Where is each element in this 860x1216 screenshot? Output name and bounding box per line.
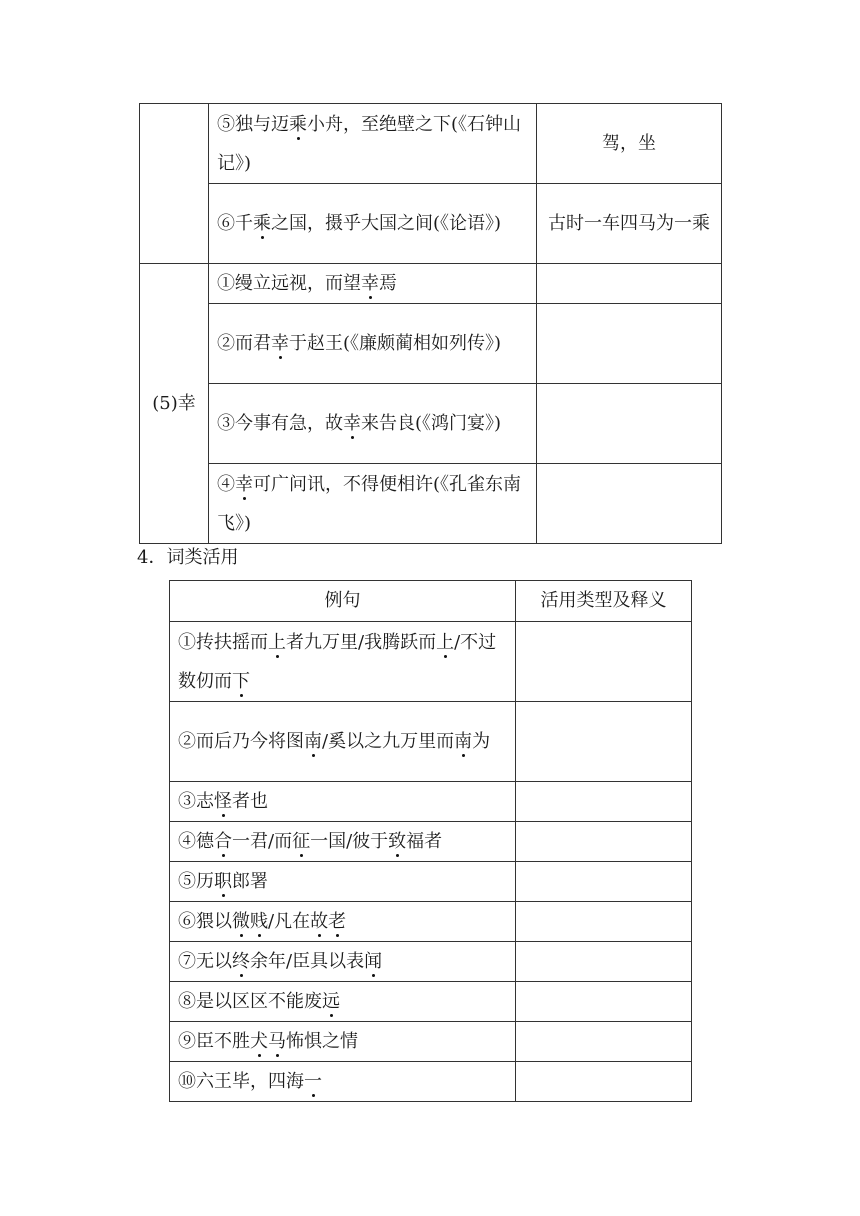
emphasis-char: 故 — [310, 911, 329, 932]
answer-cell — [516, 902, 692, 942]
emphasis-char: 南 — [304, 731, 322, 752]
sentence-text: ⑨臣不胜 — [178, 1031, 250, 1052]
emphasis-char: 乘 — [253, 213, 271, 234]
table-row — [170, 862, 692, 902]
section-heading: 4．词类活用 — [137, 547, 239, 568]
emphasis-char: 上 — [268, 631, 286, 653]
example-sentence — [170, 1062, 516, 1102]
answer-cell — [516, 862, 692, 902]
example-sentence — [170, 862, 516, 902]
example-sentence — [170, 902, 516, 942]
answer-cell — [516, 702, 692, 782]
sentence-text: 者九万里/我腾跃而 — [286, 631, 437, 653]
table-row — [170, 942, 692, 982]
table-row — [170, 902, 692, 942]
meaning-cell — [537, 464, 722, 544]
sentence-text: /凡在 — [268, 911, 311, 932]
emphasis-char: 幸 — [343, 413, 361, 434]
sentence-text: 福者 — [406, 831, 443, 852]
table-row — [140, 104, 722, 184]
emphasis-char: 怪 — [214, 791, 232, 812]
example-sentence: ①缦立远视，而望幸焉 — [209, 264, 537, 304]
table-row — [170, 702, 692, 782]
emphasis-char: 致 — [388, 831, 407, 852]
example-sentence — [170, 782, 516, 822]
word-class-table — [169, 580, 692, 1102]
emphasis-char: 一 — [304, 1071, 322, 1092]
sentence-text: 为 — [472, 731, 491, 752]
sentence-text: ⑥猥以 — [178, 911, 232, 932]
word-class-rows — [170, 622, 692, 1102]
sentence-text: ④德 — [178, 831, 214, 852]
emphasis-char: 远 — [322, 991, 340, 1012]
answer-cell — [516, 822, 692, 862]
emphasis-char: 幸 — [271, 333, 289, 354]
header-row — [170, 581, 692, 622]
emphasis-char: 马 — [268, 1031, 286, 1052]
sentence-text: ③志 — [178, 791, 214, 812]
table-row — [170, 982, 692, 1022]
emphasis-char: 老 — [328, 911, 347, 932]
word-label-cell — [140, 104, 209, 264]
example-sentence — [170, 942, 516, 982]
table-row — [140, 464, 722, 544]
word-meaning-table — [139, 103, 722, 544]
meaning-cell: 驾，坐 — [537, 104, 722, 184]
example-sentence — [170, 1022, 516, 1062]
answer-cell — [516, 782, 692, 822]
emphasis-char: 乘 — [289, 113, 307, 135]
answer-cell — [516, 622, 692, 702]
sentence-text: 一君/而 — [232, 831, 293, 852]
column-header-example: 例句 — [170, 581, 516, 622]
emphasis-char: 下 — [232, 670, 250, 692]
example-sentence: ④幸可广问讯，不得便相许(《孔雀东南飞》) — [209, 464, 537, 544]
table-row — [170, 822, 692, 862]
example-sentence: ②而君幸于赵王(《廉颇蔺相如列传》) — [209, 304, 537, 384]
sentence-text: 者也 — [232, 791, 268, 812]
answer-cell — [516, 942, 692, 982]
sentence-text: 一国/彼于 — [310, 831, 389, 852]
table-row — [170, 622, 692, 702]
table-row — [140, 184, 722, 264]
word-label-cell: (5)幸 — [140, 264, 209, 544]
table-row — [140, 384, 722, 464]
table-row — [170, 1022, 692, 1062]
table-row — [170, 782, 692, 822]
example-sentence — [170, 622, 516, 702]
answer-cell — [516, 1062, 692, 1102]
emphasis-char: 犬 — [250, 1031, 268, 1052]
example-sentence — [170, 982, 516, 1022]
emphasis-char: 幸 — [235, 473, 253, 495]
table-row — [140, 304, 722, 384]
example-sentence: ③今事有急，故幸来告良(《鸿门宴》) — [209, 384, 537, 464]
sentence-text: 怖惧之情 — [286, 1031, 358, 1052]
sentence-text: ②而后乃今将图 — [178, 731, 304, 752]
sentence-text: 郎署 — [232, 871, 268, 892]
sentence-text: /不过数仞而 — [178, 631, 497, 692]
emphasis-char: 闻 — [364, 951, 383, 972]
emphasis-char: 上 — [436, 631, 455, 653]
meaning-cell — [537, 264, 722, 304]
example-sentence: ⑤独与迈乘小舟，至绝壁之下(《石钟山记》) — [209, 104, 537, 184]
emphasis-char: 征 — [292, 831, 311, 852]
sentence-text: ⑤历 — [178, 871, 214, 892]
sentence-text: /奚以之九万里而 — [322, 731, 455, 752]
sentence-text: 余年/臣具以表 — [250, 951, 365, 972]
sentence-text: ⑧是以区区不能废 — [178, 991, 322, 1012]
meaning-cell: 古时一车四马为一乘 — [537, 184, 722, 264]
answer-cell — [516, 982, 692, 1022]
emphasis-char: 终 — [232, 951, 250, 972]
emphasis-char: 贱 — [250, 911, 268, 932]
emphasis-char: 微 — [232, 911, 250, 932]
table-row — [170, 1062, 692, 1102]
emphasis-char: 职 — [214, 871, 232, 892]
emphasis-char: 合 — [214, 831, 232, 852]
emphasis-char: 南 — [454, 731, 473, 752]
sentence-text: ⑦无以 — [178, 951, 232, 972]
sentence-text: ⑩六王毕，四海 — [178, 1071, 304, 1092]
example-sentence — [170, 702, 516, 782]
emphasis-char: 幸 — [361, 273, 379, 294]
example-sentence — [170, 822, 516, 862]
meaning-cell — [537, 384, 722, 464]
meaning-cell — [537, 304, 722, 384]
example-sentence: ⑥千乘之国，摄乎大国之间(《论语》) — [209, 184, 537, 264]
column-header-type: 活用类型及释义 — [516, 581, 692, 622]
table-row — [140, 264, 722, 304]
sentence-text: ①抟扶摇而 — [178, 631, 268, 653]
answer-cell — [516, 1022, 692, 1062]
